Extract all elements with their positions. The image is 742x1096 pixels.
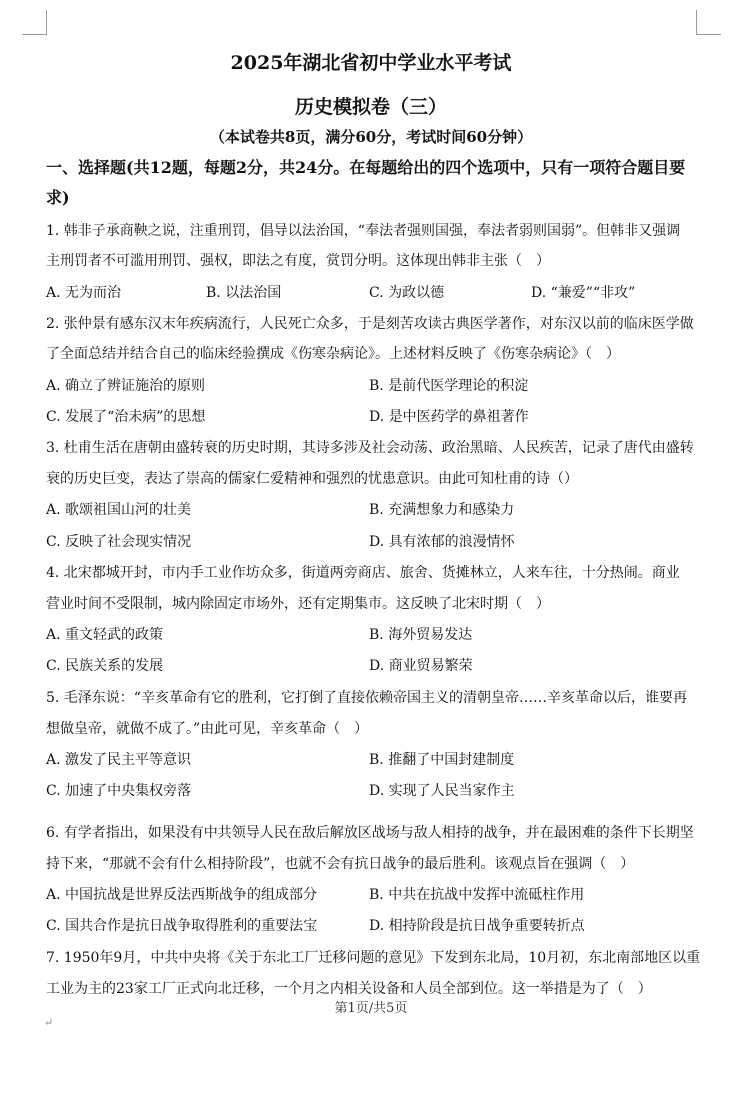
question-1-option-c: C. 为政以德 xyxy=(369,285,445,301)
question-1-option-b: B. 以法治国 xyxy=(206,285,282,301)
question-1-line-1: 1. 韩非子承商鞅之说，注重刑罚，倡导以法治国，“奉法者强则国强，奉法者弱则国弱”。但韩非又强调 xyxy=(46,223,681,239)
question-1-line-2: 主刑罚者不可滥用刑罚、强权，即法之有度，赏罚分明。这体现出韩非主张（ ） xyxy=(46,253,550,269)
question-4-option-d: D. 商业贸易繁荣 xyxy=(369,658,473,674)
question-5-option-c: C. 加速了中央集权旁落 xyxy=(46,783,192,799)
question-4-line-1: 4. 北宋都城开封，市内手工业作坊众多，街道两旁商店、旅舍、货摊林立，人来车往，十分热闹。商业 xyxy=(46,565,680,581)
question-2-option-b: B. 是前代医学理论的积淀 xyxy=(369,378,529,394)
crop-mark-top-left xyxy=(22,10,47,35)
question-3-option-c: C. 反映了社会现实情况 xyxy=(46,534,192,550)
exam-subtitle: 历史模拟卷（三） xyxy=(294,96,447,118)
question-3-option-a: A. 歌颂祖国山河的壮美 xyxy=(46,502,192,518)
question-6-option-c: C. 国共合作是抗日战争取得胜利的重要法宝 xyxy=(46,918,318,934)
question-7-line-2: 工业为主的23家工厂正式向北迁移，一个月之内相关设备和人员全部到位。这一举措是为了（ ） xyxy=(46,981,652,997)
exam-info: （本试卷共8页，满分60分，考试时间60分钟） xyxy=(209,128,533,146)
section-heading-line-2: 求) xyxy=(46,188,70,207)
question-3-option-b: B. 充满想象力和感染力 xyxy=(369,502,515,518)
question-2-option-a: A. 确立了辨证施治的原则 xyxy=(46,378,206,394)
question-5-line-1: 5. 毛泽东说：“辛亥革命有它的胜利，它打倒了直接依赖帝国主义的清朝皇帝……辛亥革命以后，谁要再 xyxy=(46,690,687,706)
question-6-line-2: 持下来，“那就不会有什么相持阶段”，也就不会有抗日战争的最后胜利。该观点旨在强调（ ） xyxy=(46,856,635,872)
exam-title: 2025年湖北省初中学业水平考试 xyxy=(230,52,512,74)
question-2-option-c: C. 发展了“治未病”的思想 xyxy=(46,409,206,425)
question-6-line-1: 6. 有学者指出，如果没有中共领导人民在敌后解放区战场与敌人相持的战争，并在最困难的条件下长期坚 xyxy=(46,825,694,841)
section-heading-line-1: 一、选择题(共12题，每题2分，共24分。在每题给出的四个选项中，只有一项符合题目要 xyxy=(46,158,686,177)
question-3-line-2: 衰的历史巨变，表达了崇高的儒家仁爱精神和强烈的忧患意识。由此可知杜甫的诗（） xyxy=(46,471,578,487)
question-6-option-a: A. 中国抗战是世界反法西斯战争的组成部分 xyxy=(46,887,318,903)
question-2-line-2: 了全面总结并结合自己的临床经验撰成《伤寒杂病论》。上述材料反映了《伤寒杂病论》（ ） xyxy=(46,346,620,362)
question-3-line-1: 3. 杜甫生活在唐朝由盛转衰的历史时期，其诗多涉及社会动荡、政治黑暗、人民疾苦，记录了唐代由盛转 xyxy=(46,440,694,456)
question-4-option-b: B. 海外贸易发达 xyxy=(369,627,473,643)
question-2-line-1: 2. 张仲景有感东汉末年疾病流行，人民死亡众多，于是刻苦攻读古典医学著作，对东汉以前的临床医学做 xyxy=(46,316,694,332)
question-5-option-b: B. 推翻了中国封建制度 xyxy=(369,752,515,768)
question-6-option-b: B. 中共在抗战中发挥中流砥柱作用 xyxy=(369,887,585,903)
question-5-option-d: D. 实现了人民当家作主 xyxy=(369,783,515,799)
crop-mark-top-right xyxy=(696,10,721,35)
question-4-option-a: A. 重文轻武的政策 xyxy=(46,627,164,643)
question-2-option-d: D. 是中医药学的鼻祖著作 xyxy=(369,409,529,425)
paragraph-mark: ↵ xyxy=(44,1016,54,1029)
question-5-line-2: 想做皇帝，就做不成了。”由此可见，辛亥革命（ ） xyxy=(46,721,369,737)
question-3-option-d: D. 具有浓郁的浪漫情怀 xyxy=(369,534,515,550)
question-1-option-d: D. “兼爱”“非攻” xyxy=(531,285,636,301)
question-5-option-a: A. 激发了民主平等意识 xyxy=(46,752,192,768)
question-7-line-1: 7. 1950年9月，中共中央将《关于东北工厂迁移问题的意见》下发到东北局，10月初，东北南部地区以重 xyxy=(46,950,701,966)
question-4-line-2: 营业时间不受限制，城内除固定市场外，还有定期集市。这反映了北宋时期（ ） xyxy=(46,596,550,612)
question-6-option-d: D. 相持阶段是抗日战争重要转折点 xyxy=(369,918,585,934)
question-4-option-c: C. 民族关系的发展 xyxy=(46,658,164,674)
page-footer: 第1页/共5页 xyxy=(334,1001,408,1016)
question-1-option-a: A. 无为而治 xyxy=(46,285,122,301)
